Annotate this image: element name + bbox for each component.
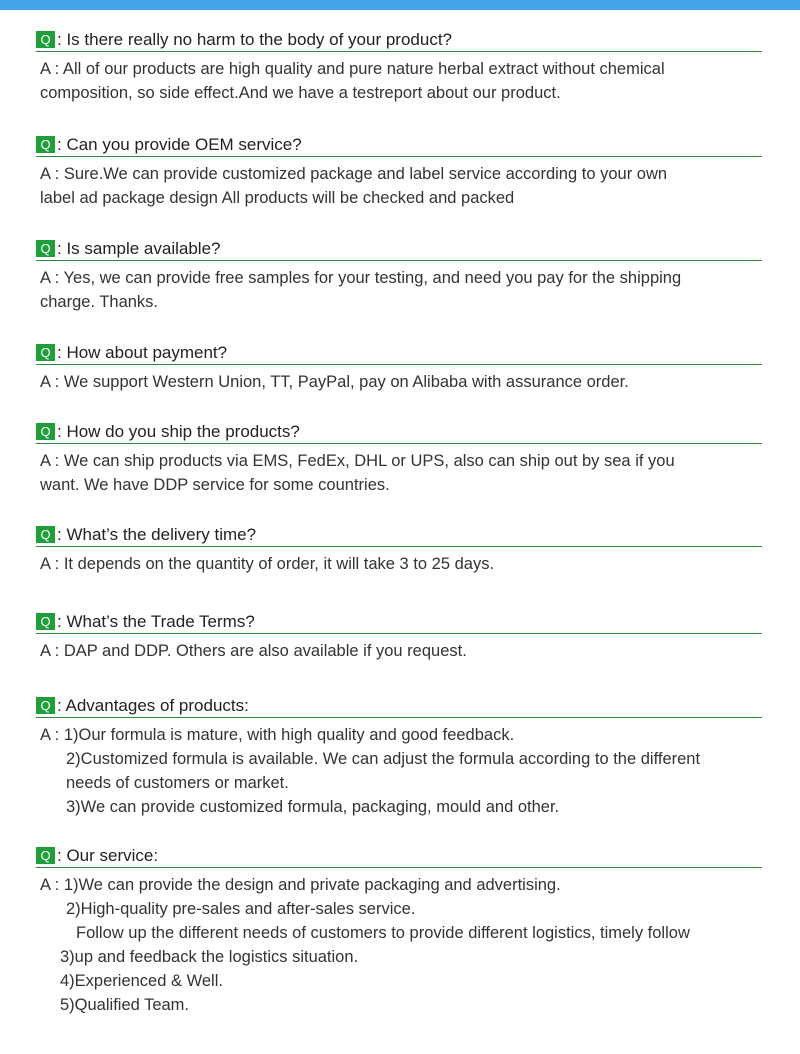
q-badge: Q [36,526,55,543]
answer-text [40,370,762,394]
q-badge: Q [36,613,55,630]
question-text: : Can you provide OEM service? [57,134,302,154]
answer-line: A : Sure.We can provide customized package and label service according to your own [40,165,668,183]
answer-line: 5)Qualified Team. [60,996,190,1014]
faq-item [36,420,762,497]
faq-item [36,237,762,314]
answer-line: Follow up the different needs of customers to provide different logistics, timely follow [76,924,690,942]
question-row [36,844,762,868]
question-row [36,523,762,547]
question-text: : Is there really no harm to the body of your product? [57,29,452,49]
answer-line: want. We have DDP service for some countries. [40,476,390,494]
question-row [36,237,762,261]
question-text: : Our service: [57,845,159,865]
question-row [36,341,762,365]
answer-line: 2)Customized formula is available. We can adjust the formula according to the different [66,750,701,768]
question-text: : How about payment? [57,342,228,362]
answer-text [40,552,762,576]
faq-item [36,844,762,1017]
answer-text [40,723,762,819]
answer-text [40,162,762,210]
answer-line: composition, so side effect.And we have a testreport about our product. [40,84,561,102]
answer-line: charge. Thanks. [40,293,159,311]
q-badge: Q [36,344,55,361]
q-badge: Q [36,31,55,48]
q-badge: Q [36,240,55,257]
question-row [36,133,762,157]
q-badge: Q [36,423,55,440]
faq-item [36,28,762,105]
question-text: : What’s the delivery time? [57,524,257,544]
answer-line: 2)High-quality pre-sales and after-sales service. [66,900,416,918]
answer-line: 4)Experienced & Well. [60,972,223,990]
answer-line: A : It depends on the quantity of order, it will take 3 to 25 days. [40,555,495,573]
answer-line: A : We can ship products via EMS, FedEx, DHL or UPS, also can ship out by sea if you [40,452,675,470]
faq-item [36,610,762,663]
answer-text [40,873,762,1017]
answer-line: 3)We can provide customized formula, packaging, mould and other. [66,798,560,816]
faq-item [36,133,762,210]
answer-text [40,639,762,663]
question-row [36,694,762,718]
q-badge: Q [36,136,55,153]
q-badge: Q [36,697,55,714]
question-row [36,610,762,634]
answer-line: A : Yes, we can provide free samples for your testing, and need you pay for the shipping [40,269,682,287]
question-text: : What’s the Trade Terms? [57,611,255,631]
answer-text [40,266,762,314]
answer-line: A : DAP and DDP. Others are also available if you request. [40,642,467,660]
answer-line: label ad package design All products will be checked and packed [40,189,515,207]
faq-item [36,694,762,819]
answer-line: A : We support Western Union, TT, PayPal, pay on Alibaba with assurance order. [40,373,629,391]
faq-item [36,523,762,576]
question-row [36,28,762,52]
faq-item [36,341,762,394]
answer-text [40,57,762,105]
answer-text [40,449,762,497]
top-accent-bar [0,0,800,10]
answer-line: 3)up and feedback the logistics situation. [60,948,359,966]
answer-line: needs of customers or market. [66,774,289,792]
answer-line: A : 1)Our formula is mature, with high quality and good feedback. [40,726,515,744]
question-text: : How do you ship the products? [57,421,300,441]
answer-line: A : 1)We can provide the design and private packaging and advertising. [40,876,561,894]
question-text: : Advantages of products: [57,695,249,715]
question-text: : Is sample available? [57,238,221,258]
q-badge: Q [36,847,55,864]
answer-line: A : All of our products are high quality and pure nature herbal extract without chemical [40,60,665,78]
question-row [36,420,762,444]
